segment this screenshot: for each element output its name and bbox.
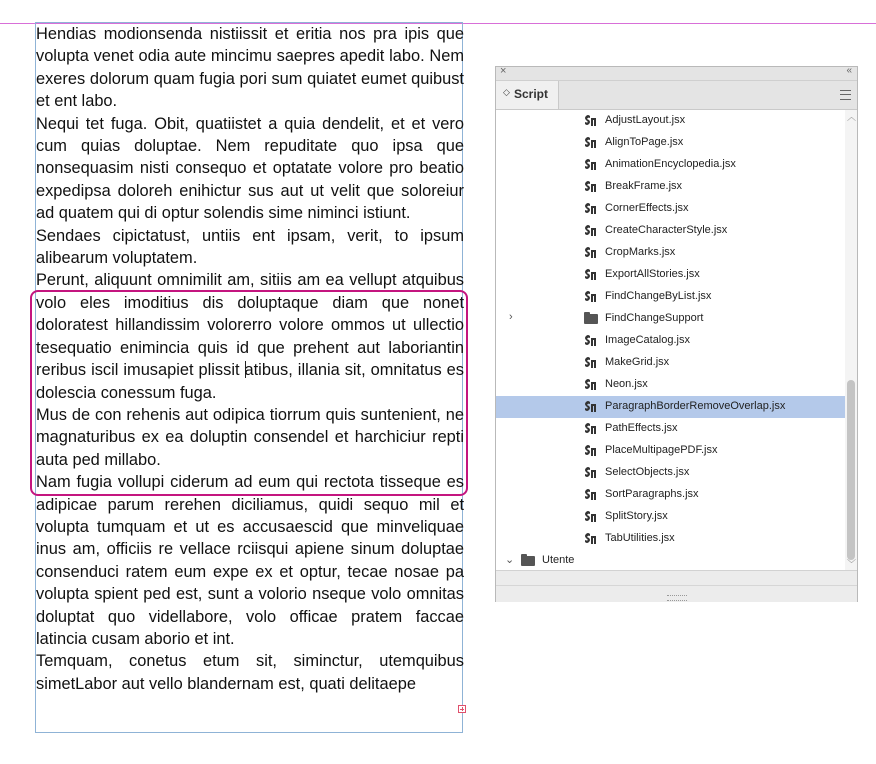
item-label: SortParagraphs.jsx: [605, 488, 699, 500]
chevron-right-icon[interactable]: ›: [509, 311, 513, 323]
chevron-down-icon[interactable]: ⌄: [505, 554, 515, 566]
panel-tab-bar: [496, 81, 857, 110]
script-item[interactable]: [496, 396, 845, 418]
tab-script[interactable]: [496, 81, 559, 109]
script-icon: [584, 400, 598, 413]
script-panel: [495, 66, 858, 602]
script-icon: [584, 466, 598, 479]
script-icon: [584, 136, 598, 149]
item-label: CropMarks.jsx: [605, 246, 676, 258]
script-icon: [584, 356, 598, 369]
script-item[interactable]: [496, 528, 845, 550]
script-icon: [584, 378, 598, 391]
scroll-up-icon[interactable]: ︿: [847, 112, 857, 122]
script-icon: [584, 158, 598, 171]
script-icon: [584, 202, 598, 215]
script-icon: [584, 334, 598, 347]
folder-item[interactable]: [496, 550, 845, 570]
panel-footer: [496, 570, 857, 602]
script-item[interactable]: [496, 484, 845, 506]
item-label: AnimationEncyclopedia.jsx: [605, 158, 736, 170]
item-label: ParagraphBorderRemoveOverlap.jsx: [605, 400, 786, 412]
item-label: PlaceMultipagePDF.jsx: [605, 444, 718, 456]
paragraph-2: Nequi tet fuga. Obit, quatiistet a quia dendelit, et et vero cum quias doluptae. Nem repuditate quo ipsa que nonsequasim nisti consequo et optatate volore pro beatio expedipsa doloreh enihictur sus aut ut velit que soloreiur ad quatem qui di optur solendis sime niminci istiunt.: [36, 114, 464, 223]
script-item[interactable]: [496, 110, 845, 132]
folder-icon: [584, 314, 598, 324]
close-icon[interactable]: ×: [500, 65, 507, 77]
tab-label: Script: [514, 87, 549, 101]
item-label: Utente: [542, 554, 575, 566]
item-label: FindChangeSupport: [605, 312, 704, 324]
script-icon: [584, 422, 598, 435]
script-item[interactable]: [496, 132, 845, 154]
script-icon: [584, 268, 598, 281]
folder-icon: [521, 556, 535, 566]
script-item[interactable]: [496, 374, 845, 396]
item-label: SelectObjects.jsx: [605, 466, 690, 478]
script-item[interactable]: [496, 330, 845, 352]
tab-stepper-icon: ◇: [503, 87, 510, 97]
bordered-paragraph-2: Mus de con rehenis aut odipica tiorrum quis suntenient, ne magnaturibus ex ea doluptin consendel et harchiciur repti auta ped millabo.: [36, 405, 464, 469]
script-item[interactable]: [496, 154, 845, 176]
item-label: ImageCatalog.jsx: [605, 334, 690, 346]
item-label: AlignToPage.jsx: [605, 136, 684, 148]
item-label: CreateCharacterStyle.jsx: [605, 224, 728, 236]
paragraph-border: [30, 290, 468, 496]
paragraph-4: Nam fugia vollupi ciderum ad eum qui rectota tisseque es adipicae parum rerehen diciliamus, quidi sequo mil et volupta tumquam et ut es accusaescid que minveliquae inus am, officiis re vellace rciisqui apiene sinum doluptae consenduci ratem eum expe ex et optur, tecae nosae pa volupta spient ped est, sunt a volorio nseque volo omnitas doluptat quo videllabore, volo officae pratem faccae latincia cusam aborio et int.: [36, 473, 464, 648]
item-label: CornerEffects.jsx: [605, 202, 689, 214]
script-icon: [584, 488, 598, 501]
script-item[interactable]: [496, 352, 845, 374]
overset-text-icon[interactable]: [458, 705, 466, 713]
scroll-thumb[interactable]: [847, 380, 855, 560]
script-icon: [584, 290, 598, 303]
script-item[interactable]: [496, 418, 845, 440]
script-item[interactable]: [496, 286, 845, 308]
paragraph-3: Sendaes cipictatust, untiis ent ipsam, verit, to ipsum alibearum voluptatem.: [36, 226, 464, 268]
script-item[interactable]: [496, 264, 845, 286]
item-label: MakeGrid.jsx: [605, 356, 670, 368]
paragraph-5: Temquam, conetus etum sit, siminctur, utemquibus simetLabor aut vello blandernam est, quati delitaepe: [36, 652, 464, 693]
item-label: Neon.jsx: [605, 378, 648, 390]
item-label: SplitStory.jsx: [605, 510, 668, 522]
script-icon: [584, 532, 598, 545]
item-label: BreakFrame.jsx: [605, 180, 683, 192]
script-item[interactable]: [496, 242, 845, 264]
divider: [496, 585, 857, 586]
script-list: [496, 110, 845, 570]
script-item[interactable]: [496, 198, 845, 220]
script-icon: [584, 180, 598, 193]
item-label: PathEffects.jsx: [605, 422, 678, 434]
collapse-icon[interactable]: «: [846, 65, 852, 76]
paragraph-1: Hendias modionsenda nistiissit et eritia nos pra ipis que volupta venet odia aute mincimu saepres apedit labo. Nem exeres dolorum quam fugia pori sum quiatet eumet quibust et ent labo.: [36, 25, 464, 111]
panel-title-bar[interactable]: [496, 67, 857, 81]
scroll-down-icon[interactable]: ﹀: [847, 559, 857, 569]
folder-item[interactable]: [496, 308, 845, 330]
bordered-paragraph-1-start: Perunt, aliquunt omnimilit am, sitiis am ea vellupt atquibus volo eles imoditius dis doluptaque diam que nonet doloratest hillandissim volorerro volore ommos ut ullectio tesequatio enimincia quis id que prehent aut laboriantin reribus iscil imusapiet plissit: [36, 271, 464, 380]
item-label: ExportAllStories.jsx: [605, 268, 700, 280]
bordered-paragraph-1-end: atibus, illania sit, omnitatus es dolescia conessum fuga.: [36, 361, 464, 402]
script-icon: [584, 224, 598, 237]
item-label: TabUtilities.jsx: [605, 532, 675, 544]
panel-menu-icon[interactable]: [840, 90, 851, 100]
item-label: AdjustLayout.jsx: [605, 114, 686, 126]
resize-grip-icon[interactable]: [667, 595, 687, 601]
script-item[interactable]: [496, 176, 845, 198]
script-item[interactable]: [496, 440, 845, 462]
script-item[interactable]: [496, 462, 845, 484]
item-label: FindChangeByList.jsx: [605, 290, 712, 302]
script-icon: [584, 444, 598, 457]
script-item[interactable]: [496, 506, 845, 528]
script-item[interactable]: [496, 220, 845, 242]
script-icon: [584, 114, 598, 127]
scrollbar[interactable]: [845, 110, 857, 570]
script-icon: [584, 246, 598, 259]
script-icon: [584, 510, 598, 523]
